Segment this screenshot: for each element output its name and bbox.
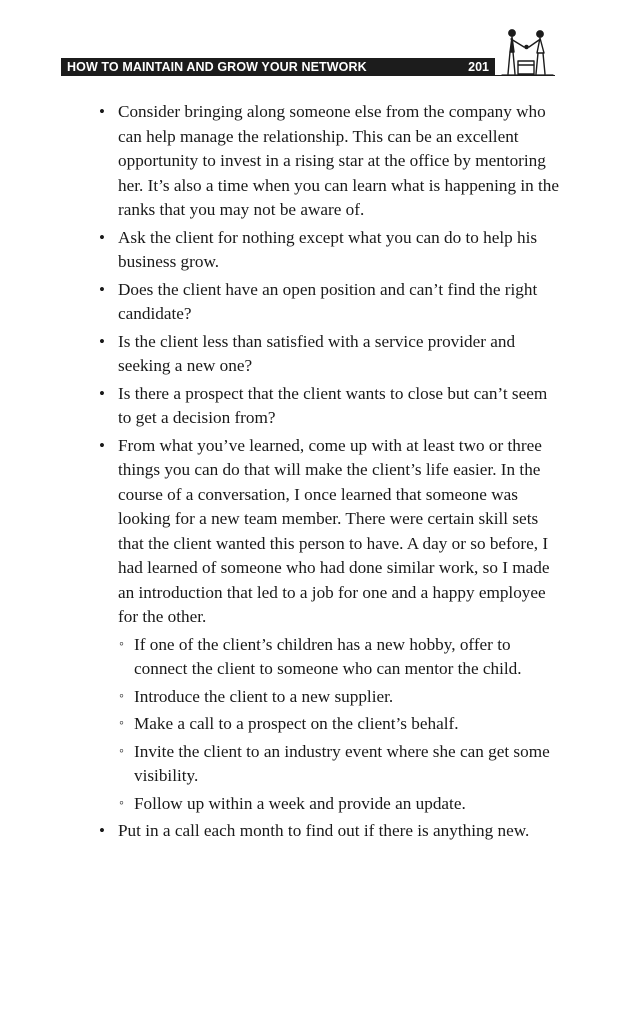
list-item (99, 278, 564, 327)
sub-list-item-text: Make a call to a prospect on the client’s behalf. (134, 714, 459, 733)
sub-list-item-text: Follow up within a week and provide an update. (134, 793, 466, 813)
sub-list-item-text: If one of the client’s children has a new hobby, offer to connect the client to someone who can mentor the child. (134, 634, 522, 678)
list-item-text: From what you’ve learned, come up with at least two or three things you can do that will make the client’s life easier. In the course of a conversation, I once learned that someone was looking for a new team member. There were certain skill sets that the client wanted this person to have. A day or so before, I had learned of someone who had done similar work, so I made an introduction that led to a job for one and a happy employee for the other. (118, 435, 550, 626)
list-item (99, 226, 564, 275)
bullet-icon: • (99, 279, 105, 299)
hollow-bullet-icon: ◦ (119, 636, 124, 652)
handshake-icon (498, 27, 556, 77)
bullet-icon: • (99, 331, 105, 351)
bullet-list (99, 100, 564, 847)
bullet-icon: • (99, 102, 105, 121)
page-number: 201 (468, 60, 489, 74)
list-item-text: Is there a prospect that the client wants to close but can’t seem to get a decision from? (118, 383, 548, 427)
sub-list-item (118, 740, 564, 789)
list-item-text: Consider bringing along someone else from the company who can help manage the relationship. This can be an excellent opportunity to invest in a rising star at the office by mentoring her. It’s also a time when you can learn what is happening in the ranks that you may not be aware of. (118, 102, 560, 219)
list-item-text: Put in a call each month to find out if there is anything new. (118, 821, 530, 840)
hollow-bullet-icon: ◦ (119, 688, 124, 704)
hollow-bullet-icon: ◦ (119, 743, 124, 759)
sub-list-item-text: Invite the client to an industry event where she can get some visibility. (134, 741, 550, 785)
list-item (99, 382, 564, 431)
hollow-bullet-icon: ◦ (119, 716, 124, 731)
bullet-icon: • (99, 227, 105, 247)
chapter-title: HOW TO MAINTAIN AND GROW YOUR NETWORK (67, 60, 367, 74)
hollow-bullet-icon: ◦ (119, 795, 124, 811)
sub-list-item-text: Introduce the client to a new supplier. (134, 686, 394, 706)
sub-list-item (118, 712, 564, 737)
sub-list-item (118, 792, 564, 817)
sub-list-item (118, 685, 564, 710)
bullet-icon: • (99, 821, 105, 840)
running-header (61, 58, 495, 76)
list-item-text: Does the client have an open position and can’t find the right candidate? (118, 279, 538, 323)
list-item (99, 819, 564, 844)
list-item (99, 330, 564, 379)
list-item-text: Ask the client for nothing except what you can do to help his business grow. (118, 227, 538, 271)
bullet-icon: • (99, 435, 105, 455)
bullet-icon: • (99, 383, 105, 403)
sub-bullet-list (118, 633, 564, 817)
list-item (99, 100, 564, 223)
list-item (99, 434, 564, 817)
list-item-text: Is the client less than satisfied with a service provider and seeking a new one? (118, 331, 516, 375)
sub-list-item (118, 633, 564, 682)
